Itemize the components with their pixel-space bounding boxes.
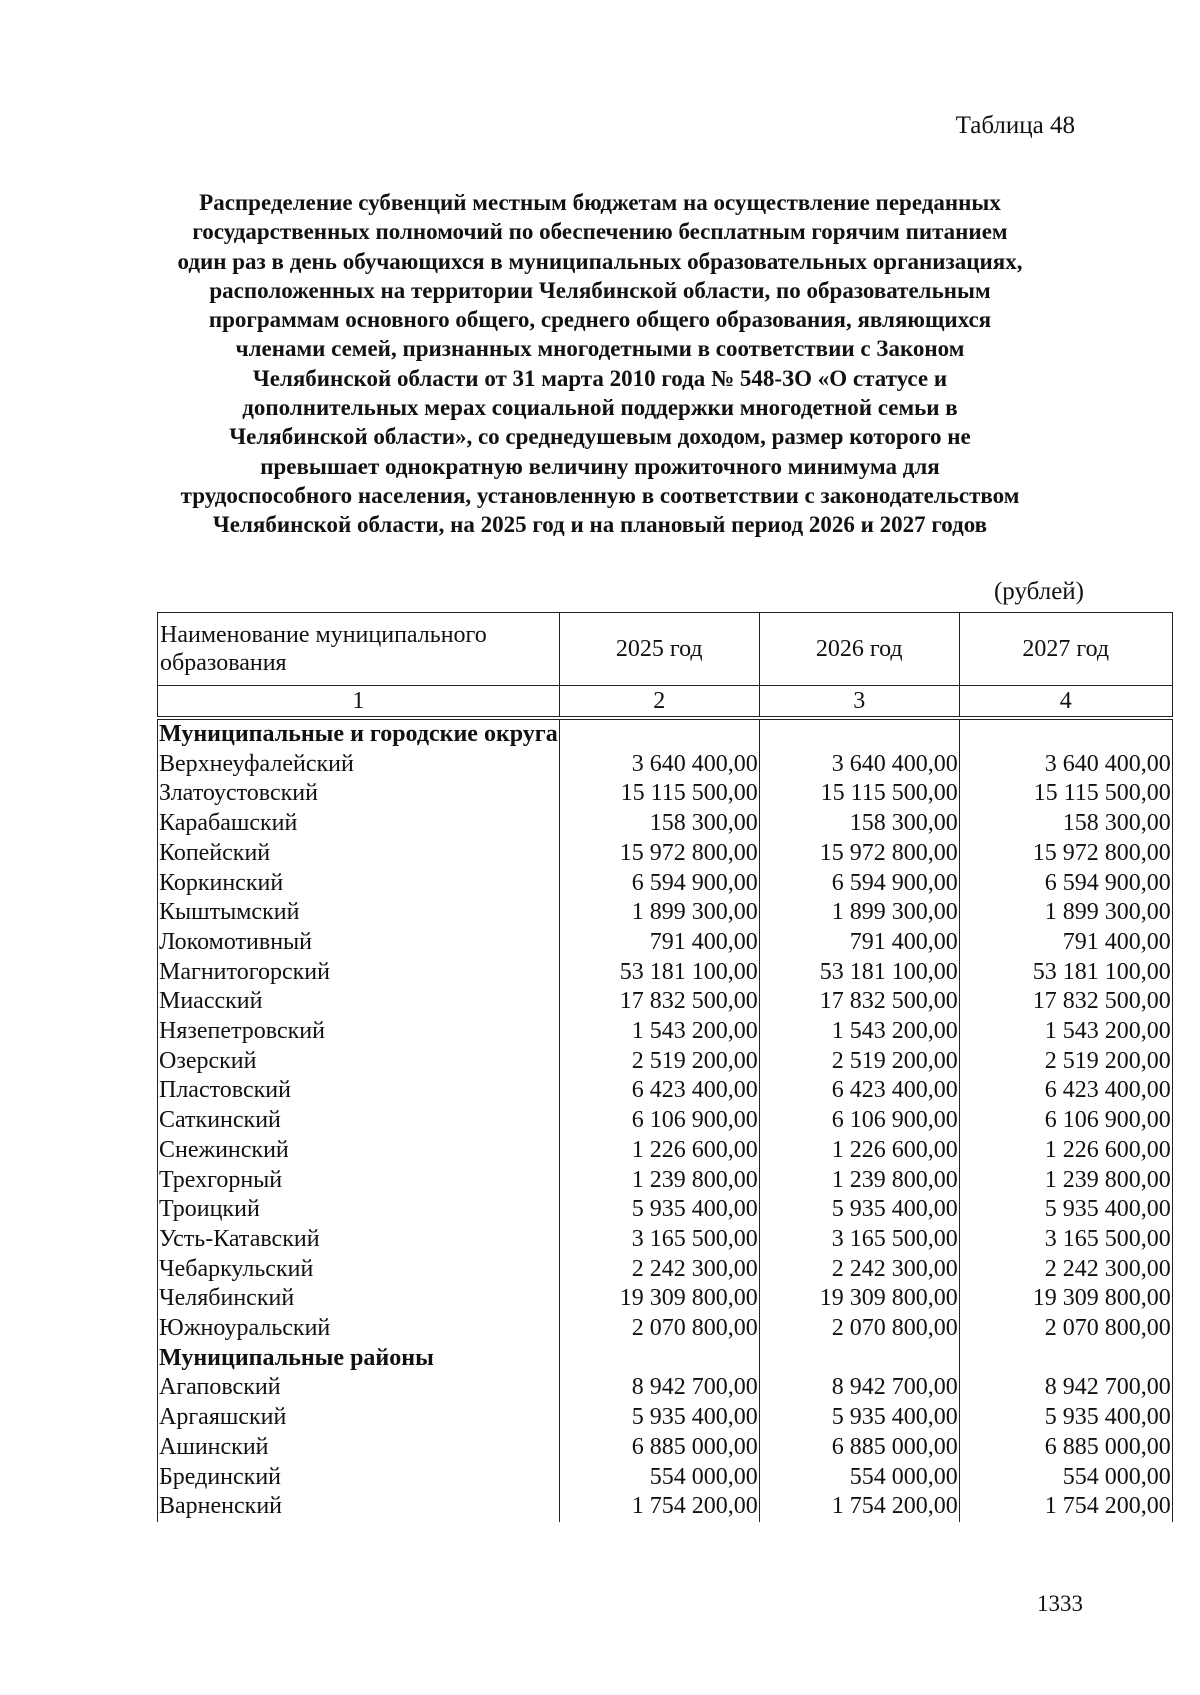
amount-cell: 17 832 500,00 [559, 987, 759, 1017]
municipality-name: Кыштымский [158, 898, 560, 928]
table-row [158, 1225, 1173, 1255]
table-row [158, 839, 1173, 869]
amount-cell: 17 832 500,00 [759, 987, 959, 1017]
municipality-name: Снежинский [158, 1136, 560, 1166]
title-line: трудоспособного населения, установленную в соответствии с законодательством [180, 482, 1020, 508]
municipality-name: Саткинский [158, 1106, 560, 1136]
table-row [158, 1106, 1173, 1136]
amount-cell: 53 181 100,00 [759, 958, 959, 988]
section-row [158, 718, 1173, 750]
table-row [158, 1195, 1173, 1225]
municipality-name: Златоустовский [158, 779, 560, 809]
title-line: расположенных на территории Челябинской области, по образовательным [209, 277, 991, 303]
empty-cell [559, 718, 759, 750]
subvention-table [157, 612, 1173, 1522]
table-row [158, 1047, 1173, 1077]
amount-cell: 5 935 400,00 [959, 1195, 1172, 1225]
empty-cell [559, 1344, 759, 1374]
amount-cell: 1 226 600,00 [959, 1136, 1172, 1166]
column-header-2025: 2025 год [559, 613, 759, 686]
column-number: 4 [959, 686, 1172, 719]
column-number: 2 [559, 686, 759, 719]
title-line: членами семей, признанных многодетными в соответствии с Законом [235, 336, 965, 362]
municipality-name: Карабашский [158, 809, 560, 839]
amount-cell: 2 242 300,00 [759, 1255, 959, 1285]
empty-cell [959, 1344, 1172, 1374]
empty-cell [759, 1344, 959, 1374]
amount-cell: 2 070 800,00 [559, 1314, 759, 1344]
amount-cell: 3 165 500,00 [959, 1225, 1172, 1255]
amount-cell: 6 106 900,00 [559, 1106, 759, 1136]
amount-cell: 5 935 400,00 [759, 1195, 959, 1225]
amount-cell: 17 832 500,00 [959, 987, 1172, 1017]
amount-cell: 1 239 800,00 [759, 1166, 959, 1196]
municipality-name: Магнитогорский [158, 958, 560, 988]
column-number-row [158, 686, 1173, 719]
municipality-name: Южноуральский [158, 1314, 560, 1344]
amount-cell: 3 640 400,00 [759, 750, 959, 780]
amount-cell: 6 423 400,00 [759, 1076, 959, 1106]
table-row [158, 1017, 1173, 1047]
amount-cell: 158 300,00 [559, 809, 759, 839]
municipality-name: Чебаркульский [158, 1255, 560, 1285]
amount-cell: 6 594 900,00 [559, 869, 759, 899]
amount-cell: 2 070 800,00 [759, 1314, 959, 1344]
amount-cell: 6 423 400,00 [959, 1076, 1172, 1106]
amount-cell: 6 885 000,00 [559, 1433, 759, 1463]
amount-cell: 5 935 400,00 [959, 1403, 1172, 1433]
column-header-2026: 2026 год [759, 613, 959, 686]
amount-cell: 791 400,00 [959, 928, 1172, 958]
amount-cell: 3 640 400,00 [959, 750, 1172, 780]
amount-cell: 791 400,00 [559, 928, 759, 958]
table-label: Таблица 48 [955, 112, 1075, 139]
municipality-name: Варненский [158, 1492, 560, 1522]
amount-cell: 1 543 200,00 [559, 1017, 759, 1047]
title-line: Челябинской области, на 2025 год и на плановый период 2026 и 2027 годов [212, 512, 988, 538]
empty-cell [759, 718, 959, 750]
municipality-name: Коркинский [158, 869, 560, 899]
municipality-name: Озерский [158, 1047, 560, 1077]
amount-cell: 1 239 800,00 [959, 1166, 1172, 1196]
amount-cell: 15 972 800,00 [759, 839, 959, 869]
section-row [158, 1344, 1173, 1374]
amount-cell: 1 899 300,00 [559, 898, 759, 928]
amount-cell: 5 935 400,00 [559, 1403, 759, 1433]
amount-cell: 158 300,00 [759, 809, 959, 839]
amount-cell: 3 640 400,00 [559, 750, 759, 780]
amount-cell: 1 226 600,00 [559, 1136, 759, 1166]
table-row [158, 1492, 1173, 1522]
table-row [158, 1463, 1173, 1493]
amount-cell: 158 300,00 [959, 809, 1172, 839]
amount-cell: 3 165 500,00 [559, 1225, 759, 1255]
amount-cell: 791 400,00 [759, 928, 959, 958]
amount-cell: 2 070 800,00 [959, 1314, 1172, 1344]
table-row [158, 779, 1173, 809]
table-row [158, 1076, 1173, 1106]
amount-cell: 6 594 900,00 [959, 869, 1172, 899]
amount-cell: 2 519 200,00 [959, 1047, 1172, 1077]
amount-cell: 8 942 700,00 [959, 1373, 1172, 1403]
table-row [158, 750, 1173, 780]
amount-cell: 1 226 600,00 [759, 1136, 959, 1166]
municipality-name: Челябинский [158, 1284, 560, 1314]
amount-cell: 1 899 300,00 [959, 898, 1172, 928]
amount-cell: 53 181 100,00 [959, 958, 1172, 988]
amount-cell: 19 309 800,00 [559, 1284, 759, 1314]
amount-cell: 6 594 900,00 [759, 869, 959, 899]
amount-cell: 1 239 800,00 [559, 1166, 759, 1196]
table-body [158, 718, 1173, 1522]
municipality-name: Копейский [158, 839, 560, 869]
table-header-row [158, 613, 1173, 686]
amount-cell: 53 181 100,00 [559, 958, 759, 988]
amount-cell: 15 115 500,00 [959, 779, 1172, 809]
table-row [158, 928, 1173, 958]
title-line: программам основного общего, среднего общего образования, являющихся [208, 307, 992, 333]
municipality-name: Нязепетровский [158, 1017, 560, 1047]
title-line: Челябинской области от 31 марта 2010 года № 548-ЗО «О статусе и [252, 365, 948, 391]
column-number: 3 [759, 686, 959, 719]
amount-cell: 2 242 300,00 [959, 1255, 1172, 1285]
amount-cell: 15 115 500,00 [559, 779, 759, 809]
column-header-2027: 2027 год [959, 613, 1172, 686]
amount-cell: 554 000,00 [959, 1463, 1172, 1493]
title-line: Челябинской области», со среднедушевым доходом, размер которого не [229, 424, 971, 450]
municipality-name: Ашинский [158, 1433, 560, 1463]
table-row [158, 1403, 1173, 1433]
title-line: дополнительных мерах социальной поддержки многодетной семьи в [242, 395, 958, 421]
document-title [140, 188, 1060, 540]
amount-cell: 8 942 700,00 [759, 1373, 959, 1403]
municipality-name: Трехгорный [158, 1166, 560, 1196]
table-row [158, 1166, 1173, 1196]
amount-cell: 6 423 400,00 [559, 1076, 759, 1106]
amount-cell: 8 942 700,00 [559, 1373, 759, 1403]
amount-cell: 15 972 800,00 [959, 839, 1172, 869]
table-row [158, 987, 1173, 1017]
amount-cell: 2 242 300,00 [559, 1255, 759, 1285]
table-row [158, 869, 1173, 899]
amount-cell: 5 935 400,00 [559, 1195, 759, 1225]
municipality-name: Верхнеуфалейский [158, 750, 560, 780]
municipality-name: Троицкий [158, 1195, 560, 1225]
column-header-name: Наименование муниципального образования [158, 613, 560, 686]
amount-cell: 1 754 200,00 [759, 1492, 959, 1522]
table-row [158, 958, 1173, 988]
table-row [158, 1255, 1173, 1285]
page-number: 1333 [1037, 1591, 1083, 1616]
title-line: превышает однократную величину прожиточного минимума для [260, 453, 940, 479]
municipality-name: Аргаяшский [158, 1403, 560, 1433]
table-row [158, 1373, 1173, 1403]
amount-cell: 6 885 000,00 [759, 1433, 959, 1463]
table-row [158, 898, 1173, 928]
amount-cell: 2 519 200,00 [559, 1047, 759, 1077]
title-line: государственных полномочий по обеспечению бесплатным горячим питанием [192, 219, 1008, 245]
table-row [158, 1284, 1173, 1314]
amount-cell: 1 543 200,00 [759, 1017, 959, 1047]
column-number: 1 [158, 686, 560, 719]
section-title: Муниципальные районы [158, 1344, 560, 1374]
amount-cell: 3 165 500,00 [759, 1225, 959, 1255]
amount-cell: 6 106 900,00 [959, 1106, 1172, 1136]
amount-cell: 19 309 800,00 [759, 1284, 959, 1314]
amount-cell: 1 754 200,00 [559, 1492, 759, 1522]
table-row [158, 1314, 1173, 1344]
municipality-name: Агаповский [158, 1373, 560, 1403]
amount-cell: 15 115 500,00 [759, 779, 959, 809]
table-row [158, 1136, 1173, 1166]
title-line: один раз в день обучающихся в муниципальных образовательных организациях, [177, 248, 1023, 274]
table-row [158, 1433, 1173, 1463]
amount-cell: 6 885 000,00 [959, 1433, 1172, 1463]
units-label: (рублей) [993, 578, 1084, 605]
title-line: Распределение субвенций местным бюджетам на осуществление переданных [199, 190, 1001, 215]
municipality-name: Миасский [158, 987, 560, 1017]
amount-cell: 1 754 200,00 [959, 1492, 1172, 1522]
amount-cell: 5 935 400,00 [759, 1403, 959, 1433]
municipality-name: Усть-Катавский [158, 1225, 560, 1255]
amount-cell: 19 309 800,00 [959, 1284, 1172, 1314]
municipality-name: Локомотивный [158, 928, 560, 958]
amount-cell: 1 899 300,00 [759, 898, 959, 928]
amount-cell: 15 972 800,00 [559, 839, 759, 869]
table-row [158, 809, 1173, 839]
amount-cell: 2 519 200,00 [759, 1047, 959, 1077]
section-title: Муниципальные и городские округа [158, 718, 560, 750]
municipality-name: Пластовский [158, 1076, 560, 1106]
amount-cell: 1 543 200,00 [959, 1017, 1172, 1047]
amount-cell: 554 000,00 [559, 1463, 759, 1493]
amount-cell: 6 106 900,00 [759, 1106, 959, 1136]
empty-cell [959, 718, 1172, 750]
amount-cell: 554 000,00 [759, 1463, 959, 1493]
municipality-name: Брединский [158, 1463, 560, 1493]
